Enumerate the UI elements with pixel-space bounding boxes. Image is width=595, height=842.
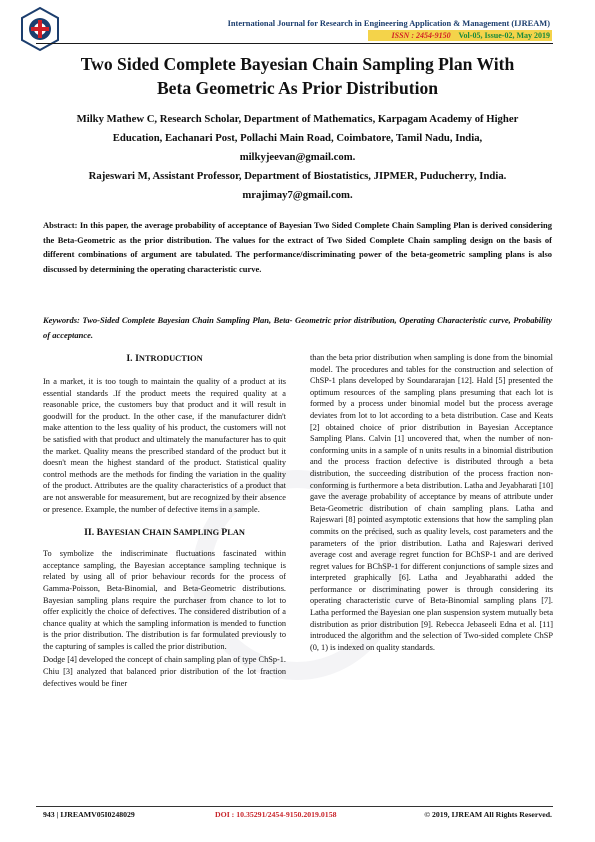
author-email-1: milkyjeevan@gmail.com. (239, 151, 356, 163)
footer-copyright: © 2019, IJREAM All Rights Reserved. (424, 810, 552, 819)
issn-bar (368, 30, 552, 41)
keywords: Keywords: Two-Sided Complete Bayesian Chain Sampling Plan, Beta- Geometric prior distribution, Operating Characteristic curve, Probability of acceptance. (43, 315, 552, 340)
abstract: Abstract: In this paper, the average probability of acceptance of Bayesian Two Sided Complete Chain Sampling Plan is derived considering the Beta-Geometric as the prior distribution. The values for the extract of Two Sided Complete Chain sampling design on the basis of different combinations of argument are tabulated. The performance/discriminating power of the beta-geometric sampling plans is also discussed by determining the operating characteristic curve. (43, 220, 552, 274)
volume-text: Vol-05, Issue-02, May 2019 (458, 31, 550, 40)
journal-name: International Journal for Research in Engineering Application & Management (IJREAM) (227, 19, 550, 28)
right-column (310, 352, 553, 653)
bcsp-paragraph-2: Dodge [4] developed the concept of chain sampling plan of type ChSp-1. Chiu [3] analyzed that balanced prior distribution of the lot fraction defectives would be finer (43, 655, 286, 688)
right-column-paragraph: than the beta prior distribution when sampling is done from the binomial model. The procedures and tables for the construction and selection of ChSP-1 plans developed by Soundararajan [12]. Hald [5] presented the optimum resources of the sampling plans presuming that each lot is formed by a process under binomial model but the process average deviates from lot to lot according to a beta distribution. Case and Keats [2] obtained choice of prior distribution in Bayesian Acceptance Sampling Plans. Calvin [1] uncovered that, when the number of non-conforming units in a sample of n units results in a binomial distribution and the process fraction defective is distributed through a beta distribution, the succeeding distribution of the process fraction non-conforming is furthermore a beta distribution. Latha and Jeyabharati [10] gave the average probability of acceptance by means of attribute under Beta-Geometric distribution of chain sampling plans. Latha and Rajeswari [8] pointed asymptotic extensions that how the sampling plan commits on the précised, such as quality levels, cost parameters and the parameters of the prior distribution. Latha and Rajeswari derived average cost and average regret function for BChSP-1 and are derived regret values for BChSP-1 for different conjunctions of sample sizes and interpreted graphically [6]. Latha and Jeyabharathi added the performance or discriminating power is through considering its operating characteristic curve of Beta-Binomial sampling plans [7]. Latha performed the Bayesian one plan suspension system mutually beta distribution as prior distribution [9]. Rebecca Jebaseeli Edna et al. [11] introduced the algorithm and the selection of Two-sided complete ChSP (0, 1) is indexed on quality standards. (310, 353, 553, 652)
header-divider (36, 43, 553, 44)
author-line-2: Education, Eachanari Post, Pollachi Main Road, Coimbatore, Tamil Nadu, India, (112, 132, 483, 144)
section-heading-bayesian-chain: II. BAYESIAN CHAIN SAMPLING PLAN (84, 527, 245, 539)
footer-page-id: 943 | IJREAMV05I0248029 (43, 810, 135, 819)
paper-title (40, 52, 555, 100)
issn-text: ISSN : 2454-9150 (391, 31, 451, 40)
bcsp-paragraph-1: To symbolize the indiscriminate fluctuations fascinated within acceptance sampling, the Bayesian acceptance sampling technique is related by using all of prior behaviour records for the process of Gamma-Poisson, Beta-Binomial, and Beta-Geometric distributions. Bayesian sampling plans require the purchaser from chance to lot to offer explicitly the choice of defectives. The considered distribution of a chance quality at which the sampling information is mended to function is the prior distribution. The distribution is far formulated previously to the capturing of samples is called the prior distribution. (43, 549, 286, 651)
left-column (43, 352, 286, 689)
intro-paragraph: In a market, it is too tough to maintain the quality of a product at its essential standards .If the product meets the required quality at a reasonable price, the customers buy that product and it will result in goodwill for the product. In the other case, if the manufacturer didn't make attention to the less quality of his product, the customers will not be satisfied with that product and ultimately the manufacturer has to quit the market. Quality means the prescribed standard of the product but it doesn't mean the highest standard of the product. Statistical quality control methods are the methods for finding the variation in the quality of the product. Attributes are the quality characteristics of a product that are not answerable for measurement, but are recognized by their absence or presence. Example, the number of defective items in a sample. (43, 377, 286, 514)
author-line-1: Milky Mathew C, Research Scholar, Department of Mathematics, Karpagam Academy of Higher (76, 113, 519, 125)
authors-block (40, 110, 555, 205)
footer-divider (36, 806, 553, 807)
author-email-2: mrajimay7@gmail.com. (242, 189, 353, 201)
author-line-3: Rajeswari M, Assistant Professor, Department of Biostatistics, JIPMER, Puducherry, India. (88, 170, 507, 182)
journal-logo (20, 6, 60, 52)
section-heading-introduction: I. INTRODUCTION (126, 353, 203, 364)
footer-doi[interactable]: DOI : 10.35291/2454-9150.2019.0158 (215, 810, 337, 819)
title-line-2: Beta Geometric As Prior Distribution (156, 78, 439, 98)
title-line-1: Two Sided Complete Bayesian Chain Sampling Plan With (80, 54, 515, 74)
